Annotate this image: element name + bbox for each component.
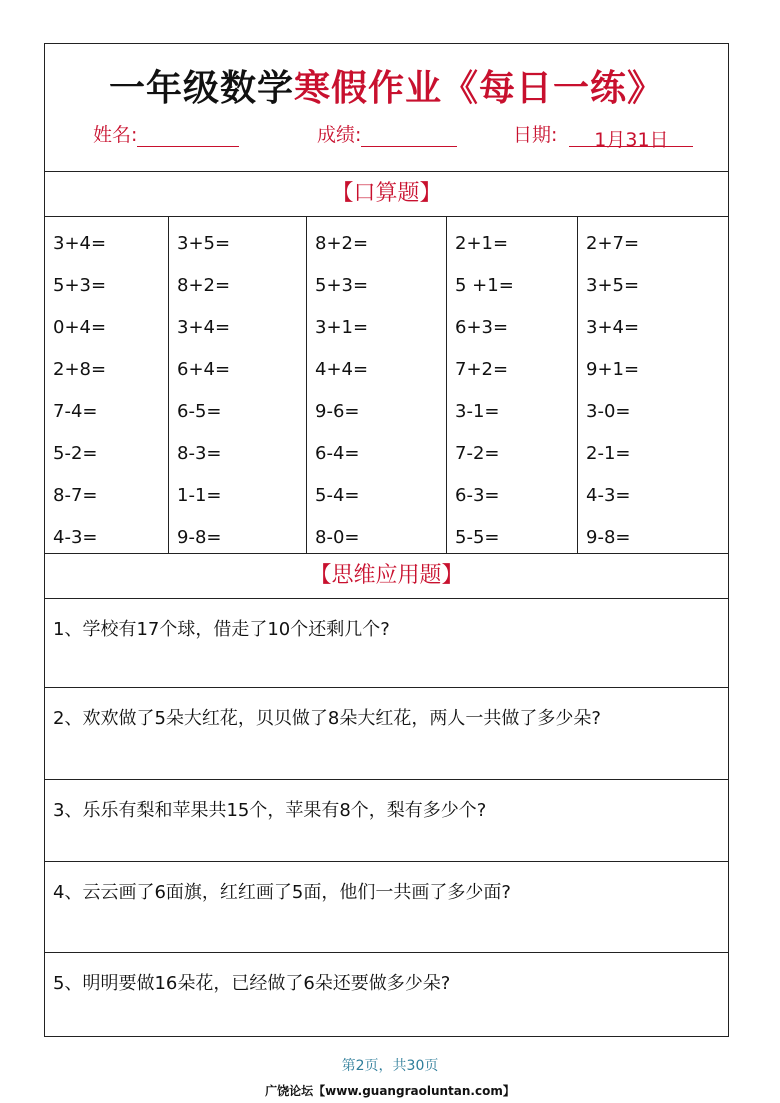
calc-item: 7-4=	[53, 401, 98, 422]
calc-item: 7+2=	[455, 359, 509, 380]
calc-column	[447, 217, 578, 553]
calc-item: 3+4=	[177, 317, 231, 338]
word-problem: 2、欢欢做了5朵大红花，贝贝做了8朵大红花，两人一共做了多少朵?	[45, 688, 728, 780]
word-problem: 5、明明要做16朵花，已经做了6朵还要做多少朵?	[53, 973, 451, 994]
calc-item: 3+5=	[177, 233, 231, 254]
info-row	[45, 120, 728, 151]
worksheet-title	[45, 60, 728, 111]
calc-item: 3+4=	[586, 317, 640, 338]
calc-item: 9-8=	[177, 527, 222, 548]
calc-item: 0+4=	[53, 317, 107, 338]
calc-item: 5-2=	[53, 443, 98, 464]
calc-item: 1-1=	[177, 485, 222, 506]
calc-item: 4+4=	[315, 359, 369, 380]
calc-item: 6+4=	[177, 359, 231, 380]
calc-item: 5-4=	[315, 485, 360, 506]
calc-item: 4-3=	[586, 485, 631, 506]
date-field	[513, 120, 693, 151]
calc-item: 6-5=	[177, 401, 222, 422]
calc-item: 2+1=	[455, 233, 509, 254]
calc-item: 2+8=	[53, 359, 107, 380]
calc-item: 5+3=	[53, 275, 107, 296]
calc-item: 3+1=	[315, 317, 369, 338]
calc-item: 6+3=	[455, 317, 509, 338]
calc-item: 3+4=	[53, 233, 107, 254]
calc-item: 4-3=	[53, 527, 98, 548]
calc-item: 6-4=	[315, 443, 360, 464]
worksheet-header	[45, 44, 728, 172]
calc-item: 3-1=	[455, 401, 500, 422]
date-value: 1月31日	[569, 125, 693, 147]
calc-item: 8-7=	[53, 485, 98, 506]
page-number: 第2页，共30页	[341, 1058, 439, 1074]
name-field[interactable]	[93, 120, 239, 147]
calc-item: 7-2=	[455, 443, 500, 464]
calc-item: 5+3=	[315, 275, 369, 296]
calc-item: 5 +1=	[455, 275, 514, 296]
calc-column	[307, 217, 447, 553]
word-problem: 3、乐乐有梨和苹果共15个，苹果有8个，梨有多少个?	[45, 780, 728, 862]
footer-credit: 广饶论坛【www.guangraoluntan.com】	[265, 1084, 515, 1098]
calc-item: 3-0=	[586, 401, 631, 422]
calc-item: 3+5=	[586, 275, 640, 296]
score-field[interactable]	[317, 120, 457, 147]
calc-item: 8-0=	[315, 527, 360, 548]
calc-item: 9-6=	[315, 401, 360, 422]
calc-column	[578, 217, 730, 553]
calc-column	[45, 217, 169, 553]
score-label: 成绩:	[317, 124, 362, 146]
word-problem: 1、学校有17个球，借走了10个还剩几个?	[45, 599, 728, 688]
calc-item: 8+2=	[177, 275, 231, 296]
mental-math-grid	[45, 217, 728, 554]
title-part-grade: 一年级数学	[108, 68, 294, 109]
calc-item: 5-5=	[455, 527, 500, 548]
calc-item: 2-1=	[586, 443, 631, 464]
calc-item: 9-8=	[586, 527, 631, 548]
calc-item: 9+1=	[586, 359, 640, 380]
section-title-mental-math: 【口算题】	[45, 172, 728, 217]
calc-item: 6-3=	[455, 485, 500, 506]
calc-item: 8-3=	[177, 443, 222, 464]
section-title-word-problems: 【思维应用题】	[45, 554, 728, 599]
calc-item: 2+7=	[586, 233, 640, 254]
calc-column	[169, 217, 307, 553]
worksheet	[44, 43, 729, 1037]
score-blank[interactable]	[361, 125, 457, 147]
word-problem: 4、云云画了6面旗，红红画了5面，他们一共画了多少面?	[45, 862, 728, 953]
date-label: 日期:	[513, 124, 558, 146]
name-blank[interactable]	[137, 125, 239, 147]
calc-item: 8+2=	[315, 233, 369, 254]
title-part-homework: 寒假作业《每日一练》	[294, 68, 665, 109]
name-label: 姓名:	[93, 124, 138, 146]
